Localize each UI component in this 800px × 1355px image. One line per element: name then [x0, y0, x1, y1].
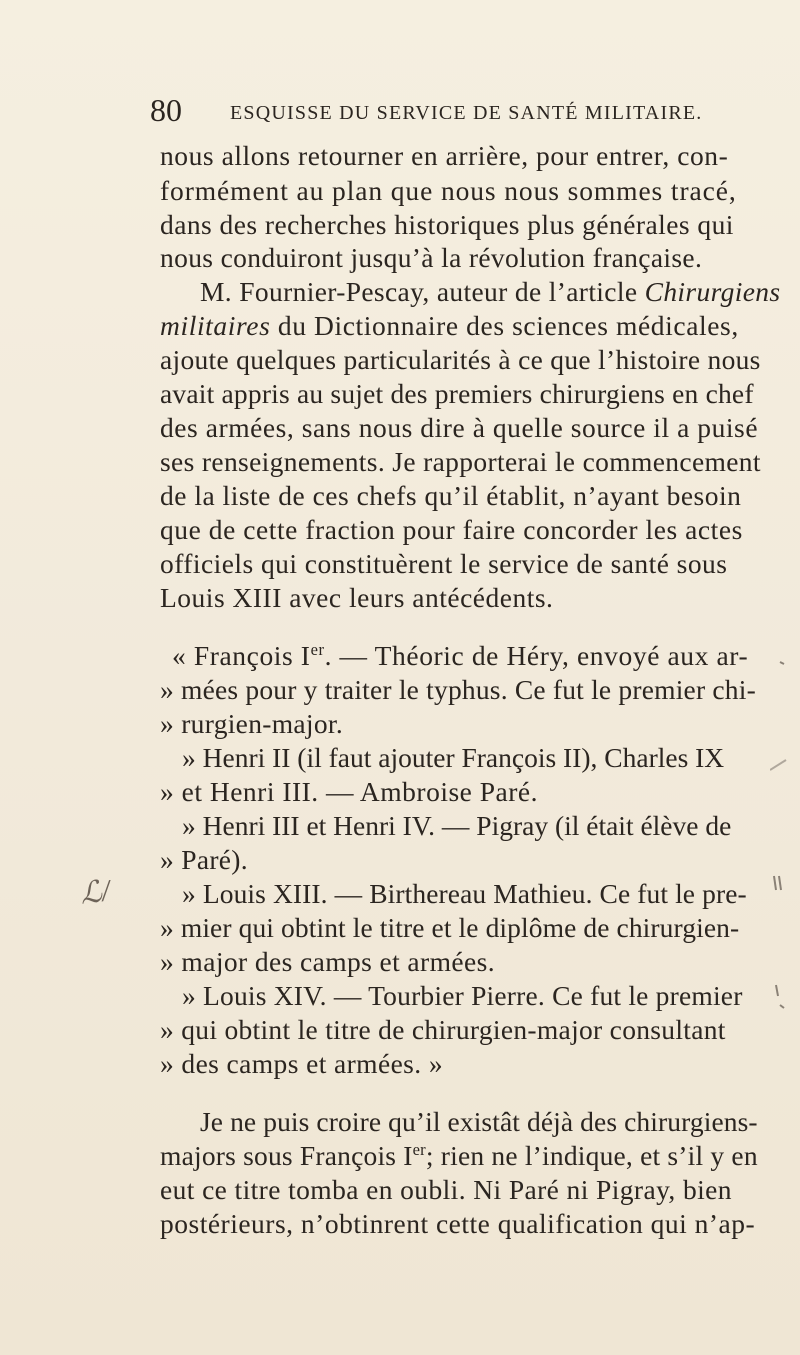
- italic-title: Chirurgiens: [644, 276, 781, 307]
- text-line: [160, 312, 739, 340]
- margin-handwritten-note: ℒ/: [77, 874, 113, 911]
- quote-line: » Paré).: [160, 844, 248, 875]
- quote-line: » mées pour y traiter le typhus. Ce fut le premier chi-: [160, 674, 756, 705]
- text-line: que de cette fraction pour faire concorder les actes: [160, 514, 743, 545]
- running-title: ESQUISSE DU SERVICE DE SANTÉ MILITAIRE.: [230, 102, 703, 124]
- superscript: er: [310, 639, 325, 659]
- text-span: du Dictionnaire des sciences médicales,: [270, 310, 739, 341]
- quote-line: » et Henri III. — Ambroise Paré.: [160, 776, 538, 807]
- text-line: Je ne puis croire qu’il existât déjà des chirurgiens-: [200, 1106, 758, 1137]
- text-line: Louis XIII avec leurs antécédents.: [160, 582, 554, 613]
- text-line: eut ce titre tomba en oubli. Ni Paré ni Pigray, bien: [160, 1174, 732, 1205]
- quote-line: » Henri III et Henri IV. — Pigray (il était élève de: [182, 810, 732, 841]
- superscript: er: [412, 1139, 426, 1159]
- text-span: M. Fournier-Pescay, auteur de l’article: [200, 276, 645, 307]
- quote-line: » Louis XIV. — Tourbier Pierre. Ce fut le premier: [182, 980, 743, 1011]
- text-line: [160, 1139, 758, 1171]
- text-line: nous conduiront jusqu’à la révolution française.: [160, 242, 703, 273]
- quote-line: » rurgien-major.: [160, 708, 343, 739]
- text-line: officiels qui constituèrent le service de santé sous: [160, 548, 728, 579]
- text-span: majors sous François I: [160, 1140, 413, 1171]
- text-line: [200, 278, 780, 306]
- quote-line: » des camps et armées. »: [160, 1048, 443, 1079]
- page-number: 80: [150, 92, 182, 128]
- quote-line: » mier qui obtint le titre et le diplôme de chirurgien-: [160, 912, 740, 943]
- quote-line: » qui obtint le titre de chirurgien-major consultant: [160, 1014, 726, 1045]
- text-span: . — Théoric de Héry, envoyé aux ar-: [324, 640, 749, 671]
- text-line: de la liste de ces chefs qu’il établit, n’ayant besoin: [160, 480, 742, 511]
- page-header: [150, 92, 710, 132]
- text-line: ses renseignements. Je rapporterai le commencement: [160, 446, 761, 477]
- quote-line: » Henri II (il faut ajouter François II), Charles IX: [182, 742, 725, 773]
- quote-line: » Louis XIII. — Birthereau Mathieu. Ce fut le pre-: [182, 878, 747, 909]
- text-line: ajoute quelques particularités à ce que l’histoire nous: [160, 344, 761, 375]
- italic-title: militaires: [160, 310, 271, 341]
- text-line: avait appris au sujet des premiers chirurgiens en chef: [160, 378, 754, 409]
- text-line: nous allons retourner en arrière, pour entrer, con-: [160, 140, 729, 171]
- text-line: formément au plan que nous nous sommes tracé,: [160, 175, 737, 206]
- text-span: ; rien ne l’indique, et s’il y en: [425, 1140, 758, 1171]
- quote-line: » major des camps et armées.: [160, 946, 495, 977]
- scan-artifacts-icon: [770, 640, 790, 1100]
- text-span: « François I: [172, 640, 311, 671]
- text-line: des armées, sans nous dire à quelle source il a puisé: [160, 412, 759, 443]
- text-line: dans des recherches historiques plus générales qui: [160, 209, 734, 240]
- text-line: postérieurs, n’obtinrent cette qualification qui n’ap-: [160, 1208, 756, 1239]
- quote-line: [172, 639, 749, 671]
